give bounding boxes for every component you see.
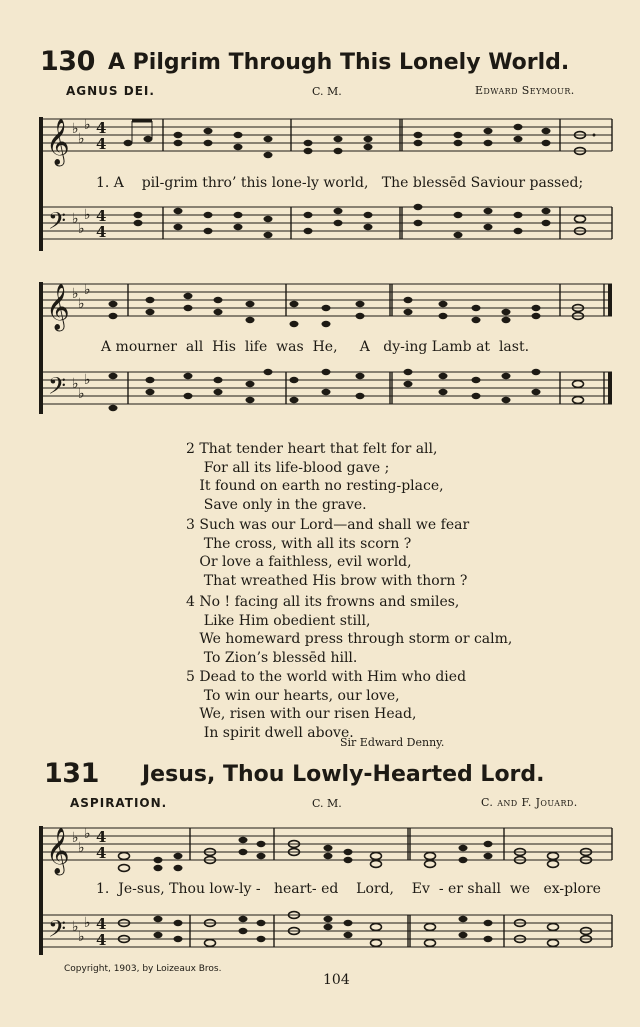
svg-text:♭: ♭: [72, 211, 79, 227]
svg-text:♭: ♭: [78, 840, 85, 856]
hymn-131-number: 131: [44, 758, 99, 789]
svg-text:4: 4: [96, 844, 107, 862]
hymn-130-title: A Pilgrim Through This Lonely World.: [108, 50, 570, 75]
svg-text:♭: ♭: [72, 919, 79, 935]
treble-clef-icon: 𝄞: [46, 828, 70, 874]
hymn-130-lyrics-line-1: 1. A pil-grim thro’ this lone-ly world, The blessēd Saviour passed;: [96, 175, 584, 191]
svg-text:♭: ♭: [78, 296, 85, 312]
hymn-131-lyrics-line-1: 1. Je-sus, Thou low-ly - heart- ed Lord, Ev - er shall we ex-plore: [96, 881, 601, 897]
hymn-130-lyrics-line-2: A mourner all His life was He, A dy-ing Lamb at last.: [101, 339, 530, 355]
bass-staff: [41, 207, 612, 239]
svg-text:4: 4: [96, 931, 107, 949]
svg-text:♭: ♭: [72, 376, 79, 392]
hymn-130-author: Sir Edward Denny.: [340, 736, 445, 749]
copyright-notice: Copyright, 1903, by Loizeaux Bros.: [64, 964, 222, 974]
bass-clef-icon: 𝄢: [48, 372, 67, 405]
hymn-130-meter: C. M.: [312, 85, 342, 98]
svg-text:4: 4: [96, 915, 107, 933]
hymn-130-verse-2: 2 That tender heart that felt for all, For all its life-blood gave ; It found on earth no resting-place, Save only in the grave.: [186, 441, 444, 513]
svg-text:♭: ♭: [72, 830, 79, 846]
hymn-131-meter: C. M.: [312, 797, 342, 810]
hymn-130-verse-4: 4 No ! facing all its frowns and smiles, Like Him obedient still, We homeward press through storm or calm, To Zion’s blessēd hill.: [186, 594, 513, 666]
hymn-130-number: 130: [40, 46, 95, 77]
svg-text:4: 4: [96, 135, 107, 153]
hymn-130-verse-5: 5 Dead to the world with Him who died To win our hearts, our love, We, risen with our risen Head, In spirit dwell above.: [186, 669, 467, 741]
hymn-131-title: Jesus, Thou Lowly-Hearted Lord.: [142, 762, 545, 787]
svg-text:♭: ♭: [78, 131, 85, 147]
svg-text:♭: ♭: [84, 372, 91, 388]
svg-text:♭: ♭: [72, 286, 79, 302]
svg-text:♭: ♭: [84, 915, 91, 931]
treble-clef-icon: 𝄞: [46, 284, 70, 330]
page-number: 104: [323, 972, 350, 988]
treble-staff: [41, 119, 612, 151]
svg-text:♭: ♭: [84, 282, 91, 298]
svg-text:♭: ♭: [78, 929, 85, 945]
hymn-130-tune: AGNUS DEI.: [66, 84, 155, 98]
svg-text:4: 4: [96, 223, 107, 241]
svg-text:4: 4: [96, 119, 107, 137]
svg-text:♭: ♭: [84, 117, 91, 133]
svg-text:♭: ♭: [78, 221, 85, 237]
svg-text:4: 4: [96, 828, 107, 846]
bass-clef-icon: 𝄢: [48, 207, 67, 240]
hymn-130-composer: Edward Seymour.: [475, 84, 575, 97]
hymn-130-verse-3: 3 Such was our Lord—and shall we fear The cross, with all its scorn ? Or love a faithless, evil world, That wreathed His brow with thorn ?: [186, 517, 470, 589]
svg-text:♭: ♭: [72, 121, 79, 137]
svg-text:4: 4: [96, 207, 107, 225]
bass-clef-icon: 𝄢: [48, 915, 67, 948]
treble-clef-icon: 𝄞: [46, 119, 70, 165]
hymn-131-tune: ASPIRATION.: [70, 796, 168, 810]
svg-text:♭: ♭: [78, 386, 85, 402]
svg-text:♭: ♭: [84, 207, 91, 223]
hymn-131-composer: C. and F. Jouard.: [481, 796, 578, 809]
svg-text:♭: ♭: [84, 826, 91, 842]
